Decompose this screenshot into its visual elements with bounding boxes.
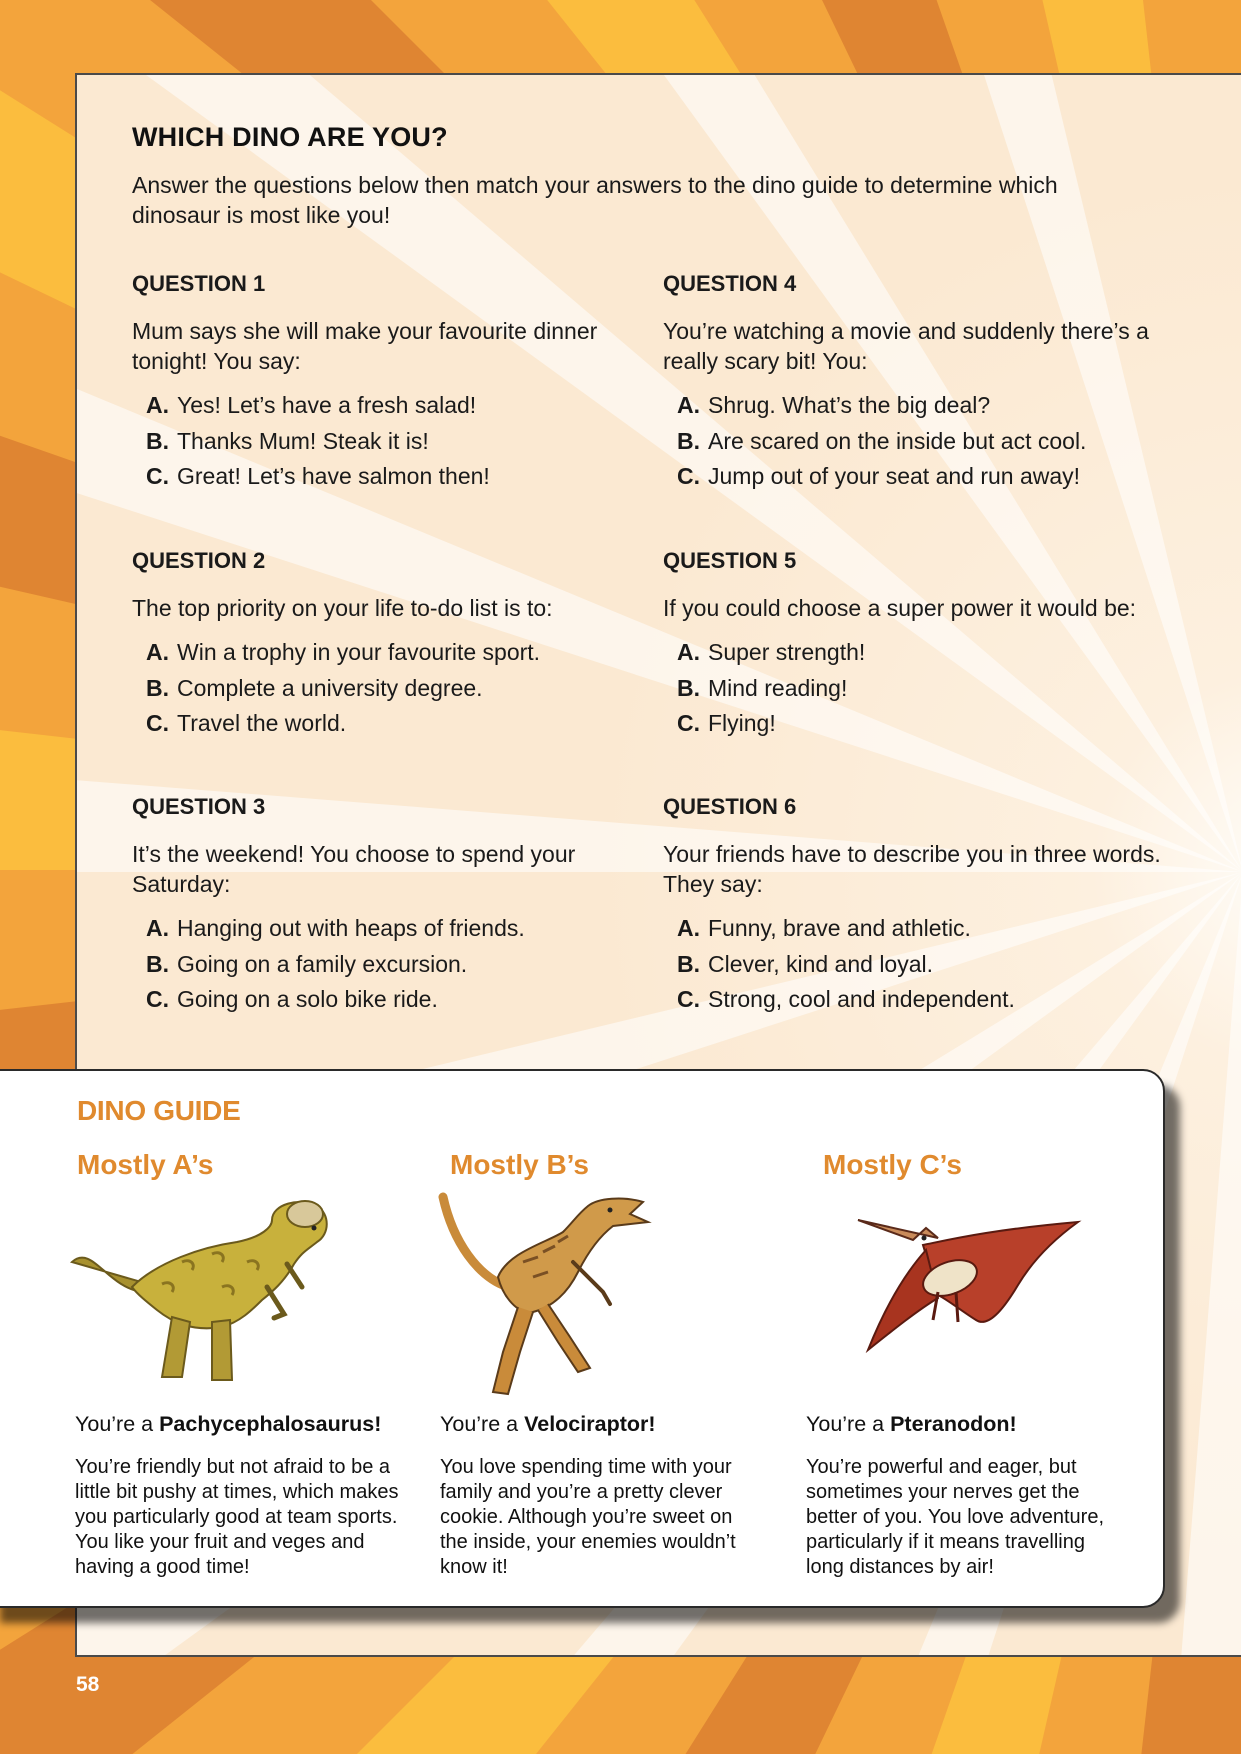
guide-title: DINO GUIDE — [77, 1095, 241, 1126]
option-a[interactable] — [677, 388, 1173, 424]
question-text: The top priority on your life to-do list is to: — [132, 595, 553, 621]
option-c[interactable] — [146, 459, 642, 495]
question-2 — [132, 547, 642, 742]
option-letter: C. — [146, 463, 169, 489]
option-text: Shrug. What’s the big deal? — [708, 392, 991, 418]
option-text: Complete a university degree. — [177, 674, 483, 701]
description-b: You love spending time with your family and you’re a pretty clever cookie. Although you’re sweet on the inside, your enemies wouldn’t know it! — [440, 1456, 736, 1578]
option-a[interactable] — [146, 911, 642, 947]
description-a: You’re friendly but not afraid to be a little bit pushy at times, which makes you particularly good at team sports. You like your fruit and veges and having a good time! — [75, 1456, 399, 1578]
option-c[interactable] — [677, 706, 1173, 742]
option-text: Great! Let’s have salmon then! — [177, 463, 490, 489]
option-a[interactable] — [677, 635, 1173, 671]
option-list — [663, 911, 1173, 1018]
option-list — [663, 388, 1173, 495]
pachycephalosaurus-icon — [62, 1192, 342, 1392]
option-text: Funny, brave and athletic. — [708, 915, 971, 941]
option-b[interactable] — [677, 671, 1173, 707]
option-text: Super strength! — [708, 639, 866, 665]
result-prefix: You’re a — [75, 1412, 160, 1436]
option-letter: A. — [677, 639, 700, 665]
question-1 — [132, 270, 642, 495]
description-c: You’re powerful and eager, but sometimes your nerves get the better of you. You love adventure, particularly if it means travelling long distances by air! — [806, 1456, 1104, 1578]
option-b[interactable] — [677, 947, 1173, 983]
option-letter: B. — [146, 950, 169, 977]
option-letter: A. — [677, 392, 700, 418]
page-number: 58 — [76, 1673, 100, 1696]
option-letter: A. — [677, 915, 700, 941]
question-heading: QUESTION 1 — [132, 271, 266, 296]
dino-name: Pteranodon! — [890, 1412, 1017, 1436]
option-b[interactable] — [677, 424, 1173, 460]
option-text: Thanks Mum! Steak it is! — [177, 427, 429, 454]
guide-heading-b: Mostly B’s — [450, 1149, 589, 1180]
dino-name: Velociraptor! — [524, 1412, 656, 1436]
option-text: Jump out of your seat and run away! — [708, 463, 1081, 489]
option-text: Win a trophy in your favourite sport. — [177, 639, 541, 665]
question-3 — [132, 793, 642, 1018]
option-c[interactable] — [677, 459, 1173, 495]
option-a[interactable] — [677, 911, 1173, 947]
option-list — [132, 635, 642, 742]
dino-name: Pachycephalosaurus! — [159, 1412, 382, 1436]
option-text: Are scared on the inside but act cool. — [708, 427, 1087, 454]
question-text: Mum says she will make your favourite dinner tonight! You say: — [132, 318, 598, 374]
option-text: Clever, kind and loyal. — [708, 950, 934, 977]
option-c[interactable] — [146, 706, 642, 742]
option-a[interactable] — [146, 635, 642, 671]
question-4 — [663, 270, 1173, 495]
question-heading: QUESTION 6 — [663, 794, 797, 819]
question-text: If you could choose a super power it would be: — [663, 595, 1137, 621]
intro-text: Answer the questions below then match your answers to the dino guide to determine which dinosaur is most like you! — [132, 172, 1058, 228]
question-heading: QUESTION 5 — [663, 548, 797, 573]
option-text: Flying! — [708, 710, 776, 736]
option-letter: A. — [146, 639, 169, 665]
question-heading: QUESTION 4 — [663, 271, 797, 296]
option-text: Going on a family excursion. — [177, 950, 468, 977]
question-text: You’re watching a movie and suddenly there’s a really scary bit! You: — [663, 318, 1149, 374]
question-text: It’s the weekend! You choose to spend your Saturday: — [132, 841, 576, 897]
option-letter: A. — [146, 915, 169, 941]
page-title: WHICH DINO ARE YOU? — [132, 122, 448, 152]
question-text: Your friends have to describe you in three words. They say: — [663, 841, 1161, 897]
option-c[interactable] — [146, 982, 642, 1018]
option-letter: C. — [677, 710, 700, 736]
question-5 — [663, 547, 1173, 742]
option-text: Hanging out with heaps of friends. — [177, 915, 525, 941]
option-letter: B. — [677, 950, 700, 977]
question-heading: QUESTION 2 — [132, 548, 266, 573]
option-text: Strong, cool and independent. — [708, 986, 1015, 1012]
option-b[interactable] — [146, 424, 642, 460]
option-letter: B. — [146, 674, 169, 701]
pteranodon-icon — [838, 1200, 1083, 1370]
option-letter: C. — [677, 986, 700, 1012]
option-list — [132, 388, 642, 495]
option-text: Travel the world. — [177, 710, 347, 736]
guide-heading-a: Mostly A’s — [77, 1149, 214, 1180]
question-heading: QUESTION 3 — [132, 794, 266, 819]
result-b — [440, 1412, 656, 1437]
option-text: Yes! Let’s have a fresh salad! — [177, 392, 477, 418]
result-a — [75, 1412, 381, 1437]
option-text: Mind reading! — [708, 674, 848, 701]
option-b[interactable] — [146, 947, 642, 983]
option-letter: C. — [677, 463, 700, 489]
option-letter: C. — [146, 986, 169, 1012]
option-list — [132, 911, 642, 1018]
option-a[interactable] — [146, 388, 642, 424]
result-c — [806, 1412, 1017, 1437]
option-letter: C. — [146, 710, 169, 736]
option-b[interactable] — [146, 671, 642, 707]
velociraptor-icon — [438, 1192, 658, 1402]
result-prefix: You’re a — [440, 1412, 525, 1436]
option-text: Going on a solo bike ride. — [177, 986, 438, 1012]
option-c[interactable] — [677, 982, 1173, 1018]
option-letter: B. — [677, 674, 700, 701]
result-prefix: You’re a — [806, 1412, 891, 1436]
option-letter: A. — [146, 392, 169, 418]
option-letter: B. — [146, 427, 169, 454]
question-6 — [663, 793, 1173, 1018]
guide-heading-c: Mostly C’s — [823, 1149, 962, 1180]
option-letter: B. — [677, 427, 700, 454]
option-list — [663, 635, 1173, 742]
